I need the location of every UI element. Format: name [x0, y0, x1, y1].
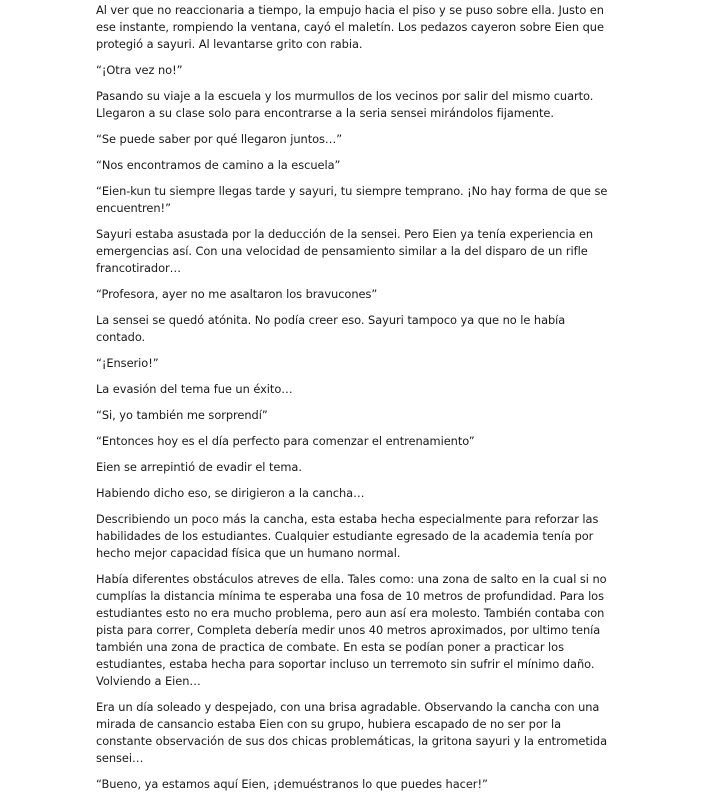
- paragraph: La evasión del tema fue un éxito…: [96, 382, 293, 396]
- paragraph: “Entonces hoy es el día perfecto para comenzar el entrenamiento”: [96, 434, 475, 448]
- paragraph: “Eien-kun tu siempre llegas tarde y sayuri, tu siempre temprano. ¡No hay forma de que se encuentren!”: [96, 184, 608, 215]
- paragraph: Pasando su viaje a la escuela y los murmullos de los vecinos por salir del mismo cuarto. Llegaron a su clase solo para encontrarse a la seria sensei mirándolos fijamente.: [96, 89, 594, 120]
- paragraph: La sensei se quedó atónita. No podía creer eso. Sayuri tampoco ya que no le había contado.: [96, 313, 566, 344]
- paragraph: “Bueno, ya estamos aquí Eien, ¡demuéstranos lo que puedes hacer!”: [96, 777, 488, 791]
- paragraph: “¡Otra vez no!”: [96, 63, 183, 77]
- paragraph: “Se puede saber por qué llegaron juntos…”: [96, 132, 343, 146]
- paragraph: Al ver que no reaccionaria a tiempo, la empujo hacia el piso y se puso sobre ella. Justo en ese instante, rompiendo la ventana, cayó el maletín. Los pedazos cayeron sobre Eien que protegió a sayuri. Al levantarse grito con rabia.: [96, 3, 604, 51]
- paragraph: Eien se arrepintió de evadir el tema.: [96, 460, 302, 474]
- document-body: [96, 2, 614, 802]
- paragraph: Había diferentes obstáculos atreves de ella. Tales como: una zona de salto en la cual si no cumplías la distancia mínima te esperaba una fosa de 10 metros de profundidad. Para los estudiantes esto no era mucho problema, pero aun así era molesto. También contaba con pista para correr, Completa debería medir unos 40 metros aproximados, por ultimo tenía también una zona de practica de combate. En esta se podían poner a practicar los estudiantes, estaba hecha para soportar incluso un terremoto sin sufrir el mínimo daño. Volviendo a Eien…: [96, 572, 607, 688]
- paragraph: “¡Enserio!”: [96, 356, 159, 370]
- paragraph: “Nos encontramos de camino a la escuela”: [96, 158, 341, 172]
- paragraph: Describiendo un poco más la cancha, esta estaba hecha especialmente para reforzar las habilidades de los estudiantes. Cualquier estudiante egresado de la academia tenía por hecho mejor capacidad física que un humano normal.: [96, 512, 599, 560]
- paragraph: “Si, yo también me sorprendí”: [96, 408, 268, 422]
- paragraph: Era un día soleado y despejado, con una brisa agradable. Observando la cancha con una mirada de cansancio estaba Eien con su grupo, hubiera escapado de no ser por la constante observación de sus dos chicas problemáticas, la gritona sayuri y la entrometida sensei…: [96, 700, 608, 765]
- paragraph: Sayuri estaba asustada por la deducción de la sensei. Pero Eien ya tenía experiencia en emergencias así. Con una velocidad de pensamiento similar a la del disparo de un rifle francotirador…: [96, 227, 594, 275]
- paragraph: Habiendo dicho eso, se dirigieron a la cancha…: [96, 486, 365, 500]
- paragraph: “Profesora, ayer no me asaltaron los bravucones”: [96, 287, 378, 301]
